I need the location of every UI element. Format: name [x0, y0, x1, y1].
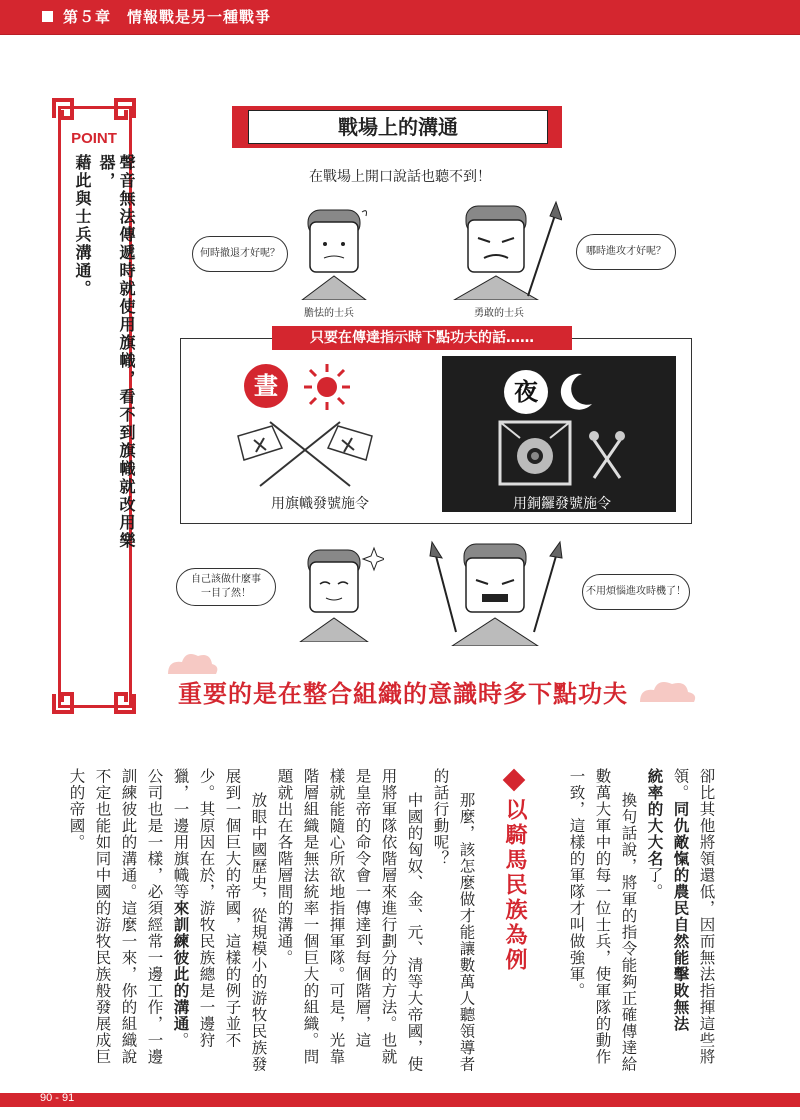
body-col-3	[642, 768, 667, 1088]
body-col-22: 大的帝國。	[67, 768, 86, 851]
body-col-16: 展到一個巨大的帝國，這樣的例子並不	[223, 768, 242, 1049]
body-col-17: 少。其原因在於，游牧民族總是一邊狩	[197, 768, 216, 1049]
illustration-subtitle: 在戰場上開口說話也聽不到！	[309, 169, 491, 185]
body-col-6: 一致，這樣的軍隊才叫做強軍。	[567, 768, 586, 999]
body-col-14: 題就出在各階層間的溝通。	[275, 768, 294, 966]
brave-soldier-caption: 勇敢的士兵	[474, 308, 524, 319]
body-text: 了。	[645, 867, 664, 900]
section-heading	[500, 772, 528, 973]
footer-bar	[0, 1093, 800, 1107]
body-col-8: 的話行動呢？	[431, 768, 450, 867]
body-col-10: 用將軍隊依階層來進行劃分的方法。也就	[379, 768, 398, 1065]
speech-clear-line-1: 自己該做什麼事	[191, 574, 261, 585]
body-col-15: 放眼中國歷史，從規模小的游牧民族發	[249, 792, 268, 1073]
timid-soldier-icon	[294, 200, 374, 300]
body-text: 領。	[671, 768, 690, 801]
body-col-7: 那麼，該怎麼做才能讓數萬人聽領導者	[457, 792, 476, 1073]
point-line-1: 聲音無法傳遞時就使用旗幟，看不到旗幟就改用樂器，	[97, 154, 136, 550]
body-col-19: 公司也是一樣，必須經常一邊工作，一邊	[145, 768, 164, 1065]
night-badge: 夜	[504, 370, 548, 414]
page-number: 90 - 91	[40, 1092, 75, 1104]
diamond-bullet-icon	[503, 769, 526, 792]
instruction-banner: 只要在傳達指示時下點功夫的話……	[272, 326, 572, 350]
brave-soldier-icon	[452, 196, 562, 300]
body-col-18	[168, 768, 193, 1088]
body-col-21: 不定也能如同中國的游牧民族般發展成巨	[93, 768, 112, 1065]
body-col-20: 訓練彼此的溝通。這麼一來，你的組織說	[119, 768, 138, 1065]
body-col-9: 中國的匈奴、金、元、清等大帝國，使	[405, 792, 424, 1073]
speech-bubble-clear	[176, 568, 276, 606]
gong-command-label: 用銅鑼發號施令	[513, 496, 611, 512]
body-col-1: 卻比其他將領還低，因而無法指揮這些將	[697, 768, 716, 1065]
chapter-title: 第５章 情報戰是另一種戰爭	[63, 8, 272, 26]
body-bold: 來訓練彼此的溝通	[171, 900, 191, 1032]
body-col-13: 階層組織是無法統率一個巨大的組織。問	[301, 768, 320, 1065]
timid-soldier-caption: 膽怯的士兵	[304, 308, 354, 319]
body-col-4: 換句話說，將軍的指令能夠正確傳達給	[619, 792, 638, 1073]
moon-icon	[556, 370, 596, 414]
body-bold: 同仇敵愾的農民自然能擊敗無法	[671, 801, 691, 1032]
cloud-ornament-right-icon	[636, 672, 706, 712]
speech-bubble-attack: 哪時進攻才好呢？	[576, 234, 676, 270]
speech-bubble-retreat: 何時撤退才好呢？	[192, 236, 288, 272]
speech-bubble-timing: 不用煩惱進攻時機了！	[582, 574, 690, 610]
key-emphasis: 重要的是在整合組織的意識時多下點功夫	[178, 680, 628, 708]
body-bold: 統率的大大名	[645, 768, 665, 867]
body-text: 獵，一邊用旗幟等	[171, 768, 190, 900]
body-col-12: 樣就能隨心所欲地指揮軍隊。可是，光靠	[327, 768, 346, 1065]
body-col-11: 是皇帝的命令會一傳達到每個階層，這	[353, 768, 372, 1049]
speech-clear-line-2: 一目了然！	[201, 588, 251, 599]
header-square-icon	[42, 11, 53, 22]
chapter-header-bar	[0, 0, 800, 35]
body-text: 。	[171, 1032, 190, 1049]
illustration-title: 戰場上的溝通	[248, 110, 548, 144]
section-heading-text: 以騎馬民族為例	[502, 798, 527, 973]
confident-soldier-icon	[294, 542, 384, 642]
day-badge: 晝	[244, 364, 288, 408]
body-col-2	[668, 768, 693, 1088]
crossed-flags-icon	[220, 414, 390, 490]
gong-icon	[496, 418, 636, 488]
point-line-2: 藉此與士兵溝通。	[73, 154, 92, 298]
point-label: POINT	[71, 130, 117, 147]
flag-command-label: 用旗幟發號施令	[271, 496, 369, 512]
body-col-5: 數萬大軍中的每一位士兵，使軍隊的動作	[593, 768, 612, 1065]
sun-icon	[302, 362, 352, 412]
armed-soldier-icon	[426, 536, 566, 646]
